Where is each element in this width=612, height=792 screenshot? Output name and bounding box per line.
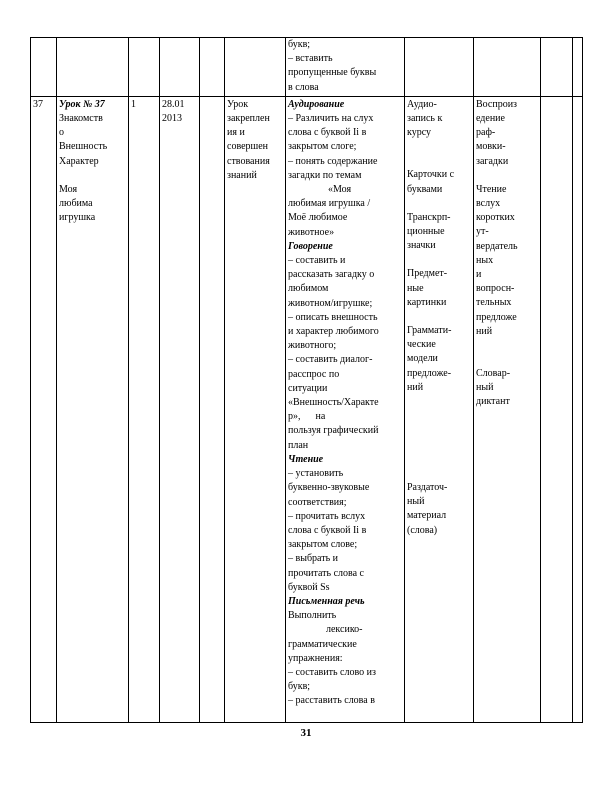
material-line: Раздаточ- bbox=[407, 482, 448, 494]
objective-line: пользуя графический bbox=[288, 425, 379, 437]
writing-heading: Письменная речь bbox=[288, 595, 365, 607]
material-line: ные bbox=[407, 282, 424, 294]
control-line: вопросн- bbox=[476, 283, 515, 295]
objective-line: животное» bbox=[288, 226, 335, 238]
material-line: ний bbox=[407, 381, 424, 393]
control-line: предложе bbox=[476, 311, 517, 323]
cell-type bbox=[225, 38, 286, 97]
objective-line: в слова bbox=[288, 81, 319, 93]
objective-line: букв; bbox=[288, 39, 311, 50]
table-row-continued bbox=[31, 38, 583, 97]
date-line: 2013 bbox=[162, 113, 182, 125]
cell-fact-date bbox=[200, 96, 225, 722]
cell-date bbox=[160, 38, 200, 97]
material-line: предложе- bbox=[407, 367, 452, 379]
lesson-plan-table bbox=[30, 37, 583, 723]
control-line: Словар- bbox=[476, 368, 511, 380]
material-line: модели bbox=[407, 353, 438, 365]
objective-line: ситуации bbox=[288, 382, 328, 394]
topic-line: о bbox=[59, 127, 64, 139]
objective-line: соответствия; bbox=[288, 496, 347, 508]
control-line: мовки- bbox=[476, 141, 506, 153]
material-line: материал bbox=[407, 510, 447, 522]
objective-line: – Различить на слух bbox=[288, 113, 374, 125]
page-number: 31 bbox=[300, 727, 312, 739]
material-line: ный bbox=[407, 496, 425, 508]
cell-number bbox=[31, 96, 57, 722]
cell-extra bbox=[541, 96, 573, 722]
control-line: ний bbox=[476, 325, 493, 337]
objective-line: – составить и bbox=[288, 255, 346, 267]
material-line: ческие bbox=[407, 339, 436, 351]
objective-line: – составить слово из bbox=[288, 666, 376, 678]
cell-objectives bbox=[286, 38, 405, 97]
type-line: совершен bbox=[227, 141, 269, 153]
cell-materials bbox=[405, 38, 474, 97]
control-line: диктант bbox=[476, 396, 510, 408]
material-line: ционные bbox=[407, 226, 445, 238]
control-line: загадки bbox=[476, 155, 509, 167]
control-line: Чтение bbox=[476, 183, 507, 195]
material-line: запись к bbox=[407, 113, 443, 125]
objective-line: – понять содержание bbox=[288, 155, 378, 167]
objective-line: расспрос по bbox=[288, 368, 340, 380]
objective-line: «Моя bbox=[328, 184, 352, 196]
objective-line: рассказать загадку о bbox=[288, 269, 375, 281]
date-line: 28.01 bbox=[162, 98, 185, 110]
material-line: Карточки с bbox=[407, 169, 455, 181]
objective-line: упражнения: bbox=[288, 652, 343, 664]
lesson-title: Урок № 37 bbox=[59, 98, 105, 110]
topic-line: Моя bbox=[59, 183, 78, 195]
material-line: значки bbox=[407, 240, 436, 252]
table-row-lesson-37 bbox=[31, 96, 583, 722]
cell-type bbox=[225, 96, 286, 722]
cell-topic bbox=[57, 96, 129, 722]
cell-materials bbox=[405, 96, 474, 722]
reading-heading: Чтение bbox=[288, 453, 324, 465]
control-line: вслух bbox=[476, 198, 501, 210]
objective-line: – описать внешность bbox=[288, 311, 378, 323]
cell-hours bbox=[129, 38, 160, 97]
cell-topic bbox=[57, 38, 129, 97]
material-line: Граммати- bbox=[407, 325, 452, 337]
objective-line: пропущенные буквы bbox=[288, 67, 377, 79]
objective-line: буквенно-звуковые bbox=[288, 482, 370, 494]
topic-line: Знакомств bbox=[59, 113, 103, 125]
objective-line: слова с буквой Ii в bbox=[288, 127, 367, 139]
control-line: едение bbox=[476, 113, 505, 125]
control-line: раф- bbox=[476, 127, 496, 139]
objective-line: – вставить bbox=[288, 53, 333, 65]
cell-extra bbox=[541, 38, 573, 97]
hours-value: 1 bbox=[131, 98, 136, 110]
cell-objectives bbox=[286, 96, 405, 722]
objective-line: любимая игрушка / bbox=[288, 198, 371, 210]
material-line: Аудио- bbox=[407, 98, 437, 110]
cell-number bbox=[31, 38, 57, 97]
objective-line: лексико- bbox=[326, 624, 363, 636]
material-line: (слова) bbox=[407, 524, 438, 536]
objective-line: грамматические bbox=[288, 638, 357, 650]
cell-control bbox=[474, 38, 541, 97]
cell-control bbox=[474, 96, 541, 722]
objective-line: «Внешность/Характе bbox=[288, 397, 379, 409]
material-line: Транскрп- bbox=[407, 211, 451, 223]
objective-line: буквой Ss bbox=[288, 581, 330, 593]
material-line: картинки bbox=[407, 296, 447, 308]
objective-line: любимом bbox=[288, 283, 329, 295]
lesson-number: 37 bbox=[33, 98, 43, 110]
type-line: закреплен bbox=[227, 113, 270, 125]
objective-line: – составить диалог- bbox=[288, 354, 373, 366]
objective-line: – прочитать вслух bbox=[288, 510, 366, 522]
material-line: курсу bbox=[407, 127, 432, 139]
cell-fact-date bbox=[200, 38, 225, 97]
objective-line: и характер любимого bbox=[288, 326, 379, 338]
type-line: ия и bbox=[227, 127, 245, 139]
objective-line: – расставить слова в bbox=[288, 695, 375, 707]
control-line: коротких bbox=[476, 212, 515, 224]
speaking-heading: Говорение bbox=[288, 240, 333, 252]
cell-date bbox=[160, 96, 200, 722]
objective-line: закрытом слове; bbox=[288, 539, 358, 551]
type-line: знаний bbox=[227, 169, 257, 181]
cell-hours bbox=[129, 96, 160, 722]
control-line: ных bbox=[476, 254, 494, 266]
cell-extra-2 bbox=[573, 96, 583, 722]
topic-line: любима bbox=[59, 198, 93, 210]
objective-line: Выполнить bbox=[288, 610, 337, 622]
material-line: буквами bbox=[407, 183, 443, 195]
control-line: и bbox=[476, 269, 482, 281]
topic-line: игрушка bbox=[59, 212, 96, 224]
control-line: вердатель bbox=[476, 240, 518, 252]
objective-line: закрытом слоге; bbox=[288, 141, 357, 153]
objective-line: животного; bbox=[288, 340, 337, 352]
objective-line: – выбрать и bbox=[288, 553, 338, 565]
control-line: тельных bbox=[476, 297, 512, 309]
type-line: Урок bbox=[227, 98, 249, 110]
objective-line: загадки по темам bbox=[288, 169, 362, 181]
objective-line: – установить bbox=[288, 468, 344, 480]
material-line: Предмет- bbox=[407, 268, 448, 280]
control-line: ут- bbox=[476, 226, 489, 238]
objective-line: Моё любимое bbox=[288, 212, 348, 224]
listening-heading: Аудирование bbox=[288, 98, 345, 110]
objective-line: животном/игрушке; bbox=[288, 297, 373, 309]
cell-extra-2 bbox=[573, 38, 583, 97]
objective-line: р», на bbox=[288, 411, 326, 423]
objective-line: букв; bbox=[288, 681, 311, 693]
control-line: ный bbox=[476, 382, 494, 394]
objective-line: план bbox=[288, 439, 309, 451]
objective-line: прочитать слова с bbox=[288, 567, 364, 579]
objective-line: слова с буквой Ii в bbox=[288, 524, 367, 536]
topic-line: Характер bbox=[59, 155, 99, 167]
control-line: Воспроиз bbox=[476, 98, 518, 110]
type-line: ствования bbox=[227, 155, 270, 167]
topic-line: Внешность bbox=[59, 141, 108, 153]
